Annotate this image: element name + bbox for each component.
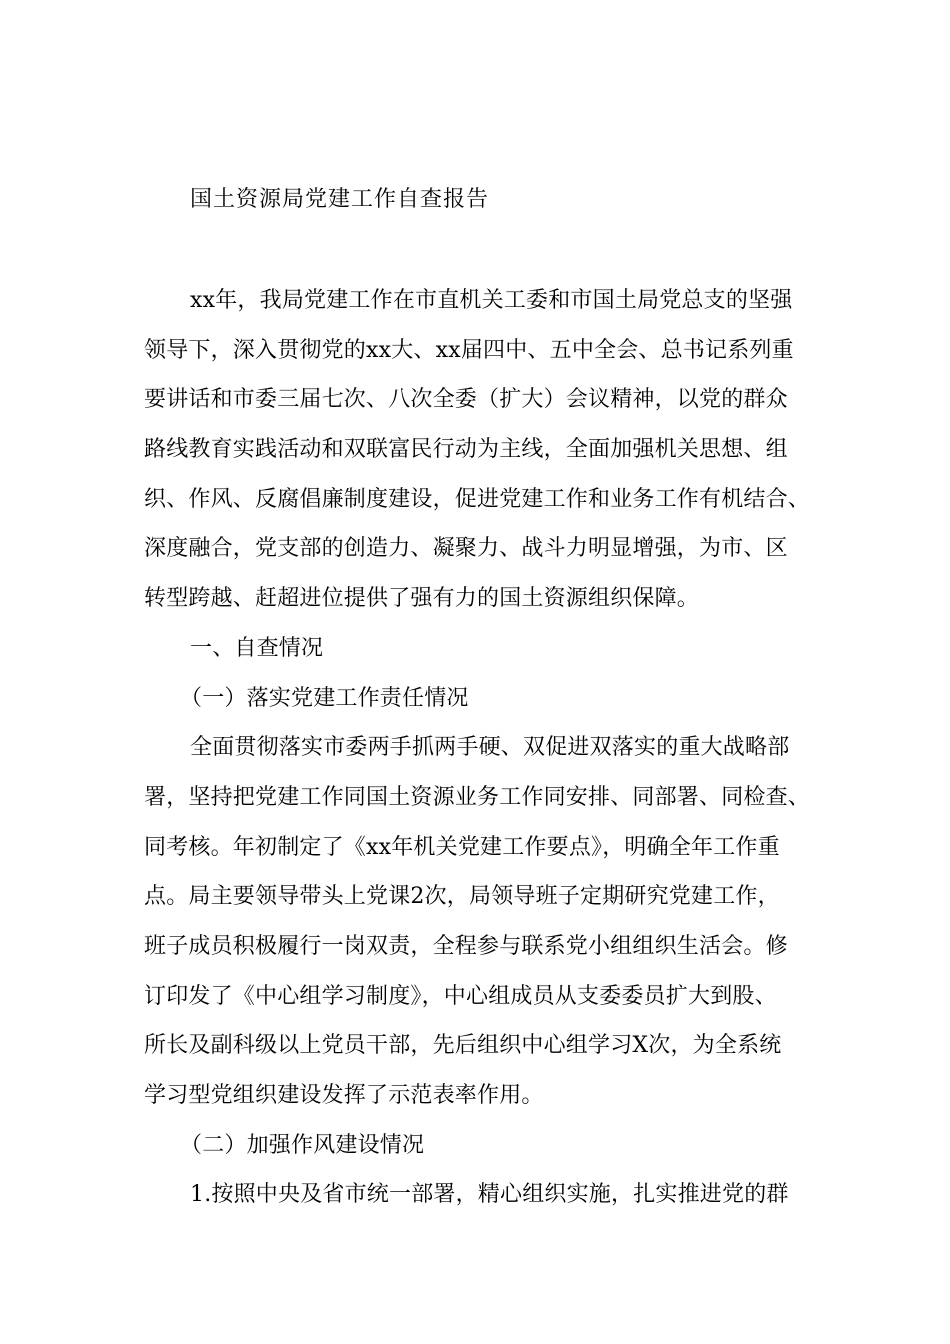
document-title: 国土资源局党建工作自查报告 — [190, 187, 490, 212]
section-heading: 一、自查情况 — [190, 635, 324, 661]
paragraph-line: xx年，我局党建工作在市直机关工委和市国土局党总支的坚强 — [190, 288, 793, 313]
paragraph-line: 署，坚持把党建工作同国土资源业务工作同安排、同部署、同检查、 — [144, 784, 811, 810]
paragraph-line: 所长及副科级以上党员干部，先后组织中心组学习X次，为全系统 — [144, 1033, 782, 1059]
paragraph-line: 同考核。年初制定了《xx年机关党建工作要点》，明确全年工作重 — [144, 834, 780, 860]
paragraph-line: 班子成员积极履行一岗双责，全程参与联系党小组组织生活会。修 — [144, 933, 788, 959]
document-body — [144, 283, 824, 1227]
paragraph-line: 订印发了《中心组学习制度》，中心组成员从支委委员扩大到股、 — [144, 983, 777, 1009]
paragraph-line: 领导下，深入贯彻党的xx大、xx届四中、五中全会、总书记系列重 — [144, 337, 794, 363]
paragraph-line: 织、作风、反腐倡廉制度建设，促进党建工作和业务工作有机结合、 — [144, 486, 811, 512]
paragraph-line: 学习型党组织建设发挥了示范表率作用。 — [144, 1083, 544, 1108]
subsection-heading: （一）落实党建工作责任情况 — [180, 685, 469, 711]
paragraph-line: 转型跨越、赶超进位提供了强有力的国土资源组织保障。 — [144, 586, 700, 612]
paragraph-line: 点。局主要领导带头上党课2次，局领导班子定期研究党建工作， — [144, 884, 780, 910]
paragraph-line: 要讲话和市委三届七次、八次全委（扩大）会议精神，以党的群众 — [144, 387, 788, 413]
paragraph-line: 全面贯彻落实市委两手抓两手硬、双促进双落实的重大战略部 — [190, 735, 790, 761]
subsection-heading: （二）加强作风建设情况 — [180, 1132, 425, 1158]
paragraph-line: 路线教育实践活动和双联富民行动为主线，全面加强机关思想、组 — [144, 437, 788, 463]
paragraph-line: 深度融合，党支部的创造力、凝聚力、战斗力明显增强，为市、区 — [144, 536, 788, 562]
paragraph-line: 1.按照中央及省市统一部署，精心组织实施，扎实推进党的群 — [190, 1182, 789, 1208]
